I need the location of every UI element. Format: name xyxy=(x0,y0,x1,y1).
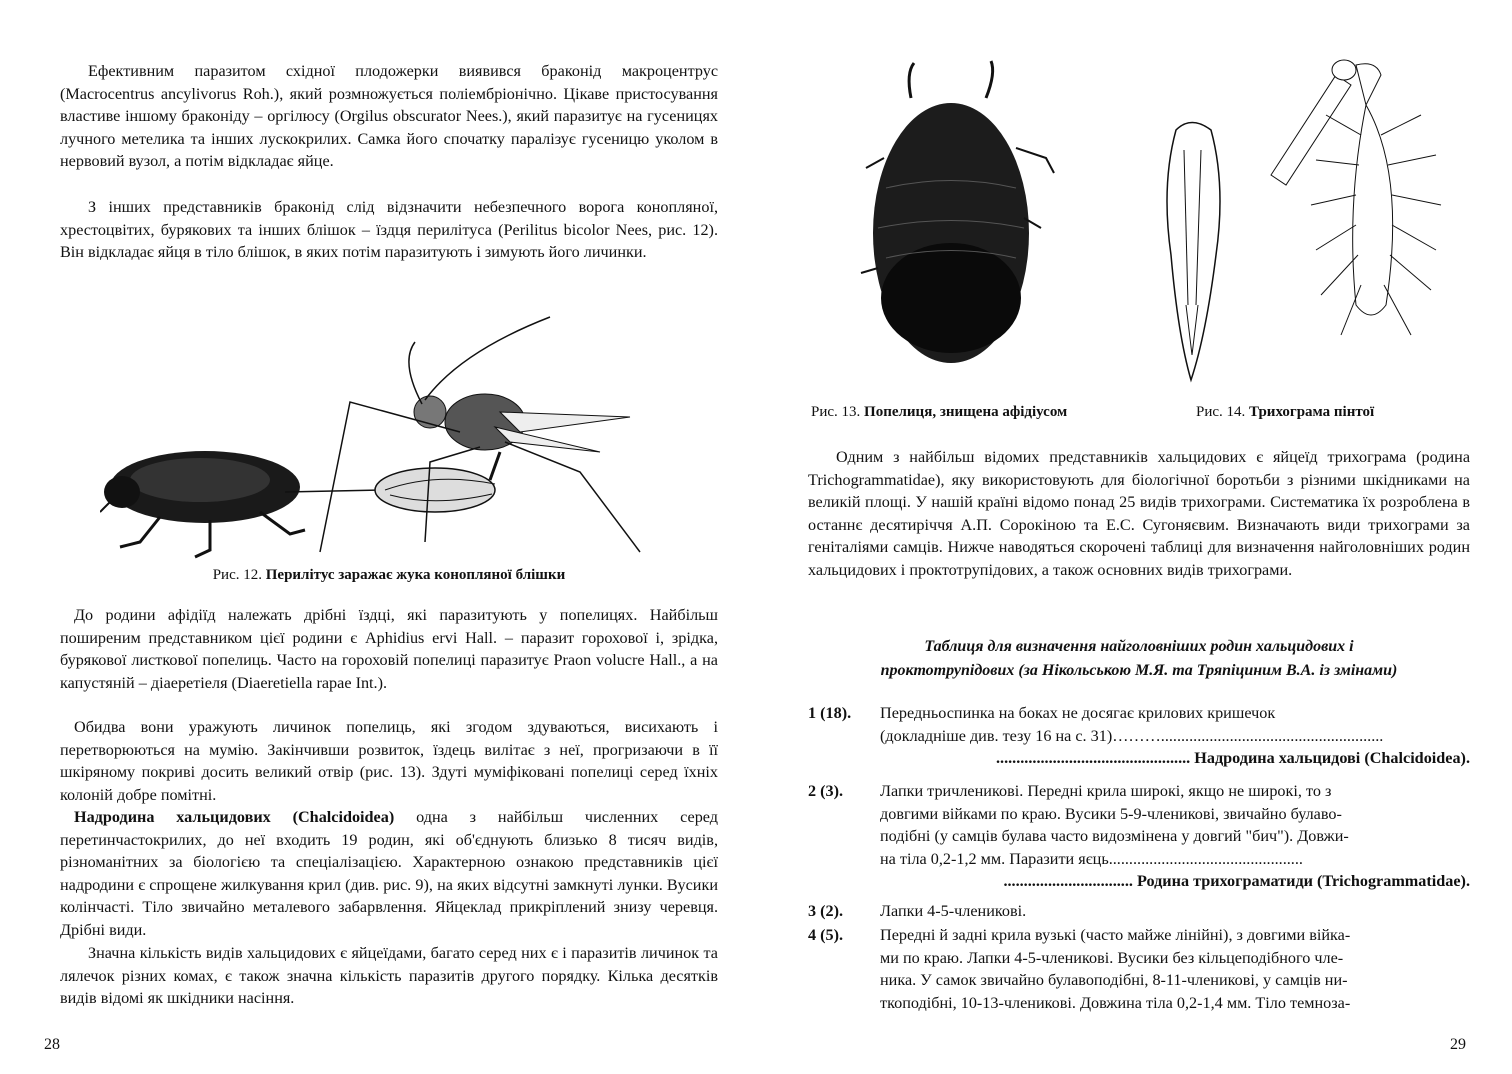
page-number-left: 28 xyxy=(44,1036,60,1053)
page-number-right: 29 xyxy=(1450,1036,1466,1053)
paragraph-trichogramma: Одним з найбільш відомих представників хальцидових є яйцеїд трихограма (родина Trichogrammatidae), яку використовують для біологічної боротьби з різними шкідниками на великій площі. У нашій країні відомо понад 25 видів трихограми. Систематика їх розроблена в останнє десятиріччя А.П. Сорокіною та Е.С. Сугоняєвим. Визначають види трихограми за геніталіями самців. Нижче наводяться скорочені таблиці для визначення найголовніших родин хальцидових і проктотрупідових, а також основних видів трихограми. xyxy=(808,448,1470,579)
paragraph-1: Ефективним паразитом східної плодожерки виявився браконід макроцентрус (Macrocentrus ancylivorus Roh.), який розмножується поліембріонічно. Цікаве пристосування властиве іншому браконіду – оргілюсу (Orgilus obscurator Nees.), який паразитує на гусеницях лучного метелика та інших лускокрилих. Самка його спочатку паралізує гусеницю уколом в нервовий вузол, а потім відкладає яйце. xyxy=(60,62,718,171)
paragraph-4: Обидва вони уражують личинок попелиць, які згодом здуваються, висихають і перетворюються на мумію. Закінчивши розвиток, їздець вилітає з неї, прогризаючи в її шкіряному покриві досить великий отвір (рис. 13). Здуті муміфіковані попелиці серед їхніх колоній добре помітні. xyxy=(60,718,718,804)
paragraph-2: З інших представників браконід слід відзначити небезпечного ворога конопляної, хрестоцвітих, бурякових та інших блішок – їздця перилітуса (Perilitus bicolor Nees, рис. 12). Він відкладає яйця в тіло блішок, в яких потім паразитують і зимують його личинки. xyxy=(60,198,718,262)
figure-12-caption: Рис. 12. Перилітус заражає жука коноплянoї блішки xyxy=(212,567,566,583)
key-thesis-3: 3 (2). Лапки 4-5-членикові. xyxy=(808,902,1027,920)
paragraph-3: До родини афідіїд належать дрібні їздці, які паразитують у попелицях. Найбільш поширеним представником цієї родини є Aphidius ervi Hall. – паразит горохової і, зрідка, бурякової листкової попелиць. Часто на гороховій попелиці паразитує Praon volucre Hall., а на капустяній – діаеретіеля (Diaeretiella rapae Int.). xyxy=(60,606,718,692)
key-thesis-2: 2 (3). Лапки тричленикові. Передні крила широкі, якщо не широкі, то з довгими війками по краю. Вусики 5-9-членикові, звичайно булаво- подібні (у самців булава часто видозмінена у довгий "бич"). Довжи- на тіла 0,2-1,2 мм. Паразити яєць................................................ ................................ Родина трихограматиди (Trichogrammatidae). xyxy=(808,782,1470,891)
figure-12-illustration xyxy=(100,312,660,562)
table-title: Таблиця для визначення найголовніших родин хальцидових і проктотрупідових (за Нікольською М.Я. та Тряпіциним В.А. із змінами) xyxy=(880,638,1398,679)
paragraph-5: Надродина хальцидових (Chalcidoidea) одна з найбільш численних серед перетинчастокрилих, до неї входить 19 родин, які об'єднують близько 8 тисяч видів, різноманітних за біологією та спеціалізацією. Характерною ознакою представників цієї надродини є спрощене жилкування крил (див. рис. 9), на яких відсутні замкнуті лунки. Вусики колінчасті. Тіло звичайно металевого забарвлення. Яйцеклад прикріплений знизу черевця. Дрібні види. xyxy=(60,808,718,939)
paragraph-6: Значна кількість видів хальцидових є яйцеїдами, багато серед них є і паразитів личинок та лялечок різних комах, є також значна кількість паразитів другого порядку. Кілька десятків видів відомі як шкідники насіння. xyxy=(60,944,718,1008)
figure-14-caption: Рис. 14. Трихограма пінтої xyxy=(1196,404,1375,420)
key-thesis-4: 4 (5). Передні й задні крила вузькі (часто майже лінійні), з довгими війка- ми по краю. Лапки 4-5-членикові. Вусики без кільцеподібного чле- ника. У самок звичайно булавоподібні, 8-11-членикові, у самців ни- ткоподібні, 10-13-членикові. Довжина тіла 0,2-1,4 мм. Тіло темноза- xyxy=(808,926,1351,1012)
bold-lead-phrase: Надродина хальцидових (Chalcidoidea) xyxy=(74,808,395,826)
figure-13-caption: Рис. 13. Попелиця, знищена афідіусом xyxy=(811,404,1068,420)
key-thesis-1: 1 (18). Передньоспинка на боках не досягає крилових кришечок (докладніше див. тезу 16 на с. 31)………....................................................... ................................................ Надродина хальцидові (Chalcidoidea). xyxy=(808,704,1470,768)
figure-14-illustration xyxy=(1156,55,1456,390)
right-page xyxy=(756,0,1512,1074)
figure-13-illustration xyxy=(856,58,1056,378)
